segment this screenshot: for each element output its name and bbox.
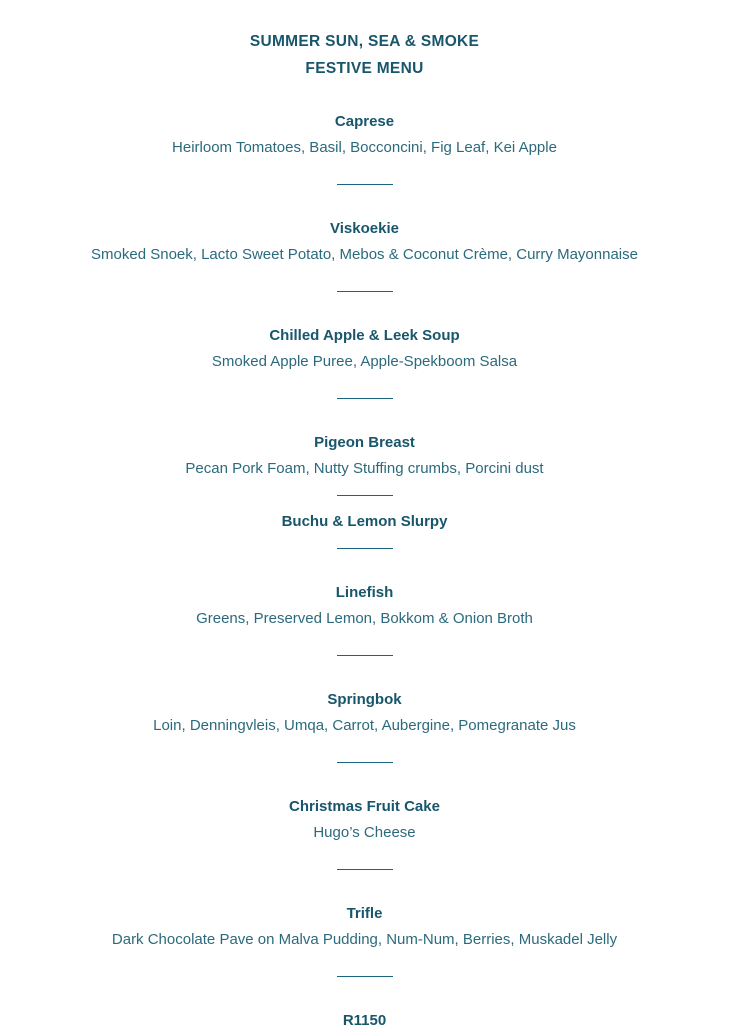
menu-price: R1150 — [342, 1012, 387, 1029]
course-item — [24, 324, 705, 374]
course-divider — [337, 762, 393, 763]
course-divider — [337, 976, 393, 977]
course-divider — [337, 184, 393, 185]
course-title: Springbok — [327, 691, 402, 708]
course-description: Hugo’s Cheese — [313, 824, 416, 841]
course-item — [24, 795, 705, 845]
course-description: Smoked Apple Puree, Apple-Spekboom Salsa — [211, 353, 518, 370]
course-item — [24, 510, 705, 534]
course-title: Buchu & Lemon Slurpy — [281, 513, 448, 530]
course-item — [24, 217, 705, 267]
course-title: Linefish — [335, 584, 394, 601]
course-description: Smoked Snoek, Lacto Sweet Potato, Mebos & Coconut Crème, Curry Mayonnaise — [91, 246, 638, 263]
menu-title-line-1: SUMMER SUN, SEA & SMOKE — [249, 33, 480, 50]
course-description: Heirloom Tomatoes, Basil, Bocconcini, Fig Leaf, Kei Apple — [172, 139, 557, 156]
course-description: Loin, Denningvleis, Umqa, Carrot, Aubergine, Pomegranate Jus — [153, 717, 576, 734]
course-divider — [337, 655, 393, 656]
course-item — [24, 110, 705, 160]
course-item — [24, 688, 705, 738]
course-divider — [337, 291, 393, 292]
course-title: Christmas Fruit Cake — [289, 798, 440, 815]
course-title: Chilled Apple & Leek Soup — [269, 327, 460, 344]
course-title: Caprese — [334, 113, 395, 130]
course-title: Viskoekie — [330, 220, 399, 237]
course-divider — [337, 495, 393, 496]
course-divider — [337, 548, 393, 549]
course-title: Pigeon Breast — [314, 434, 415, 451]
course-divider — [337, 398, 393, 399]
course-title: Trifle — [346, 905, 383, 922]
course-description: Pecan Pork Foam, Nutty Stuffing crumbs, Porcini dust — [185, 460, 544, 477]
course-list — [24, 110, 705, 1033]
course-item — [24, 581, 705, 631]
course-divider — [337, 869, 393, 870]
course-description: Greens, Preserved Lemon, Bokkom & Onion Broth — [196, 610, 533, 627]
course-item — [24, 902, 705, 952]
course-item — [24, 431, 705, 481]
course-description: Dark Chocolate Pave on Malva Pudding, Num-Num, Berries, Muskadel Jelly — [111, 931, 618, 948]
menu-title-line-2: FESTIVE MENU — [305, 60, 424, 77]
menu-header — [250, 28, 479, 82]
